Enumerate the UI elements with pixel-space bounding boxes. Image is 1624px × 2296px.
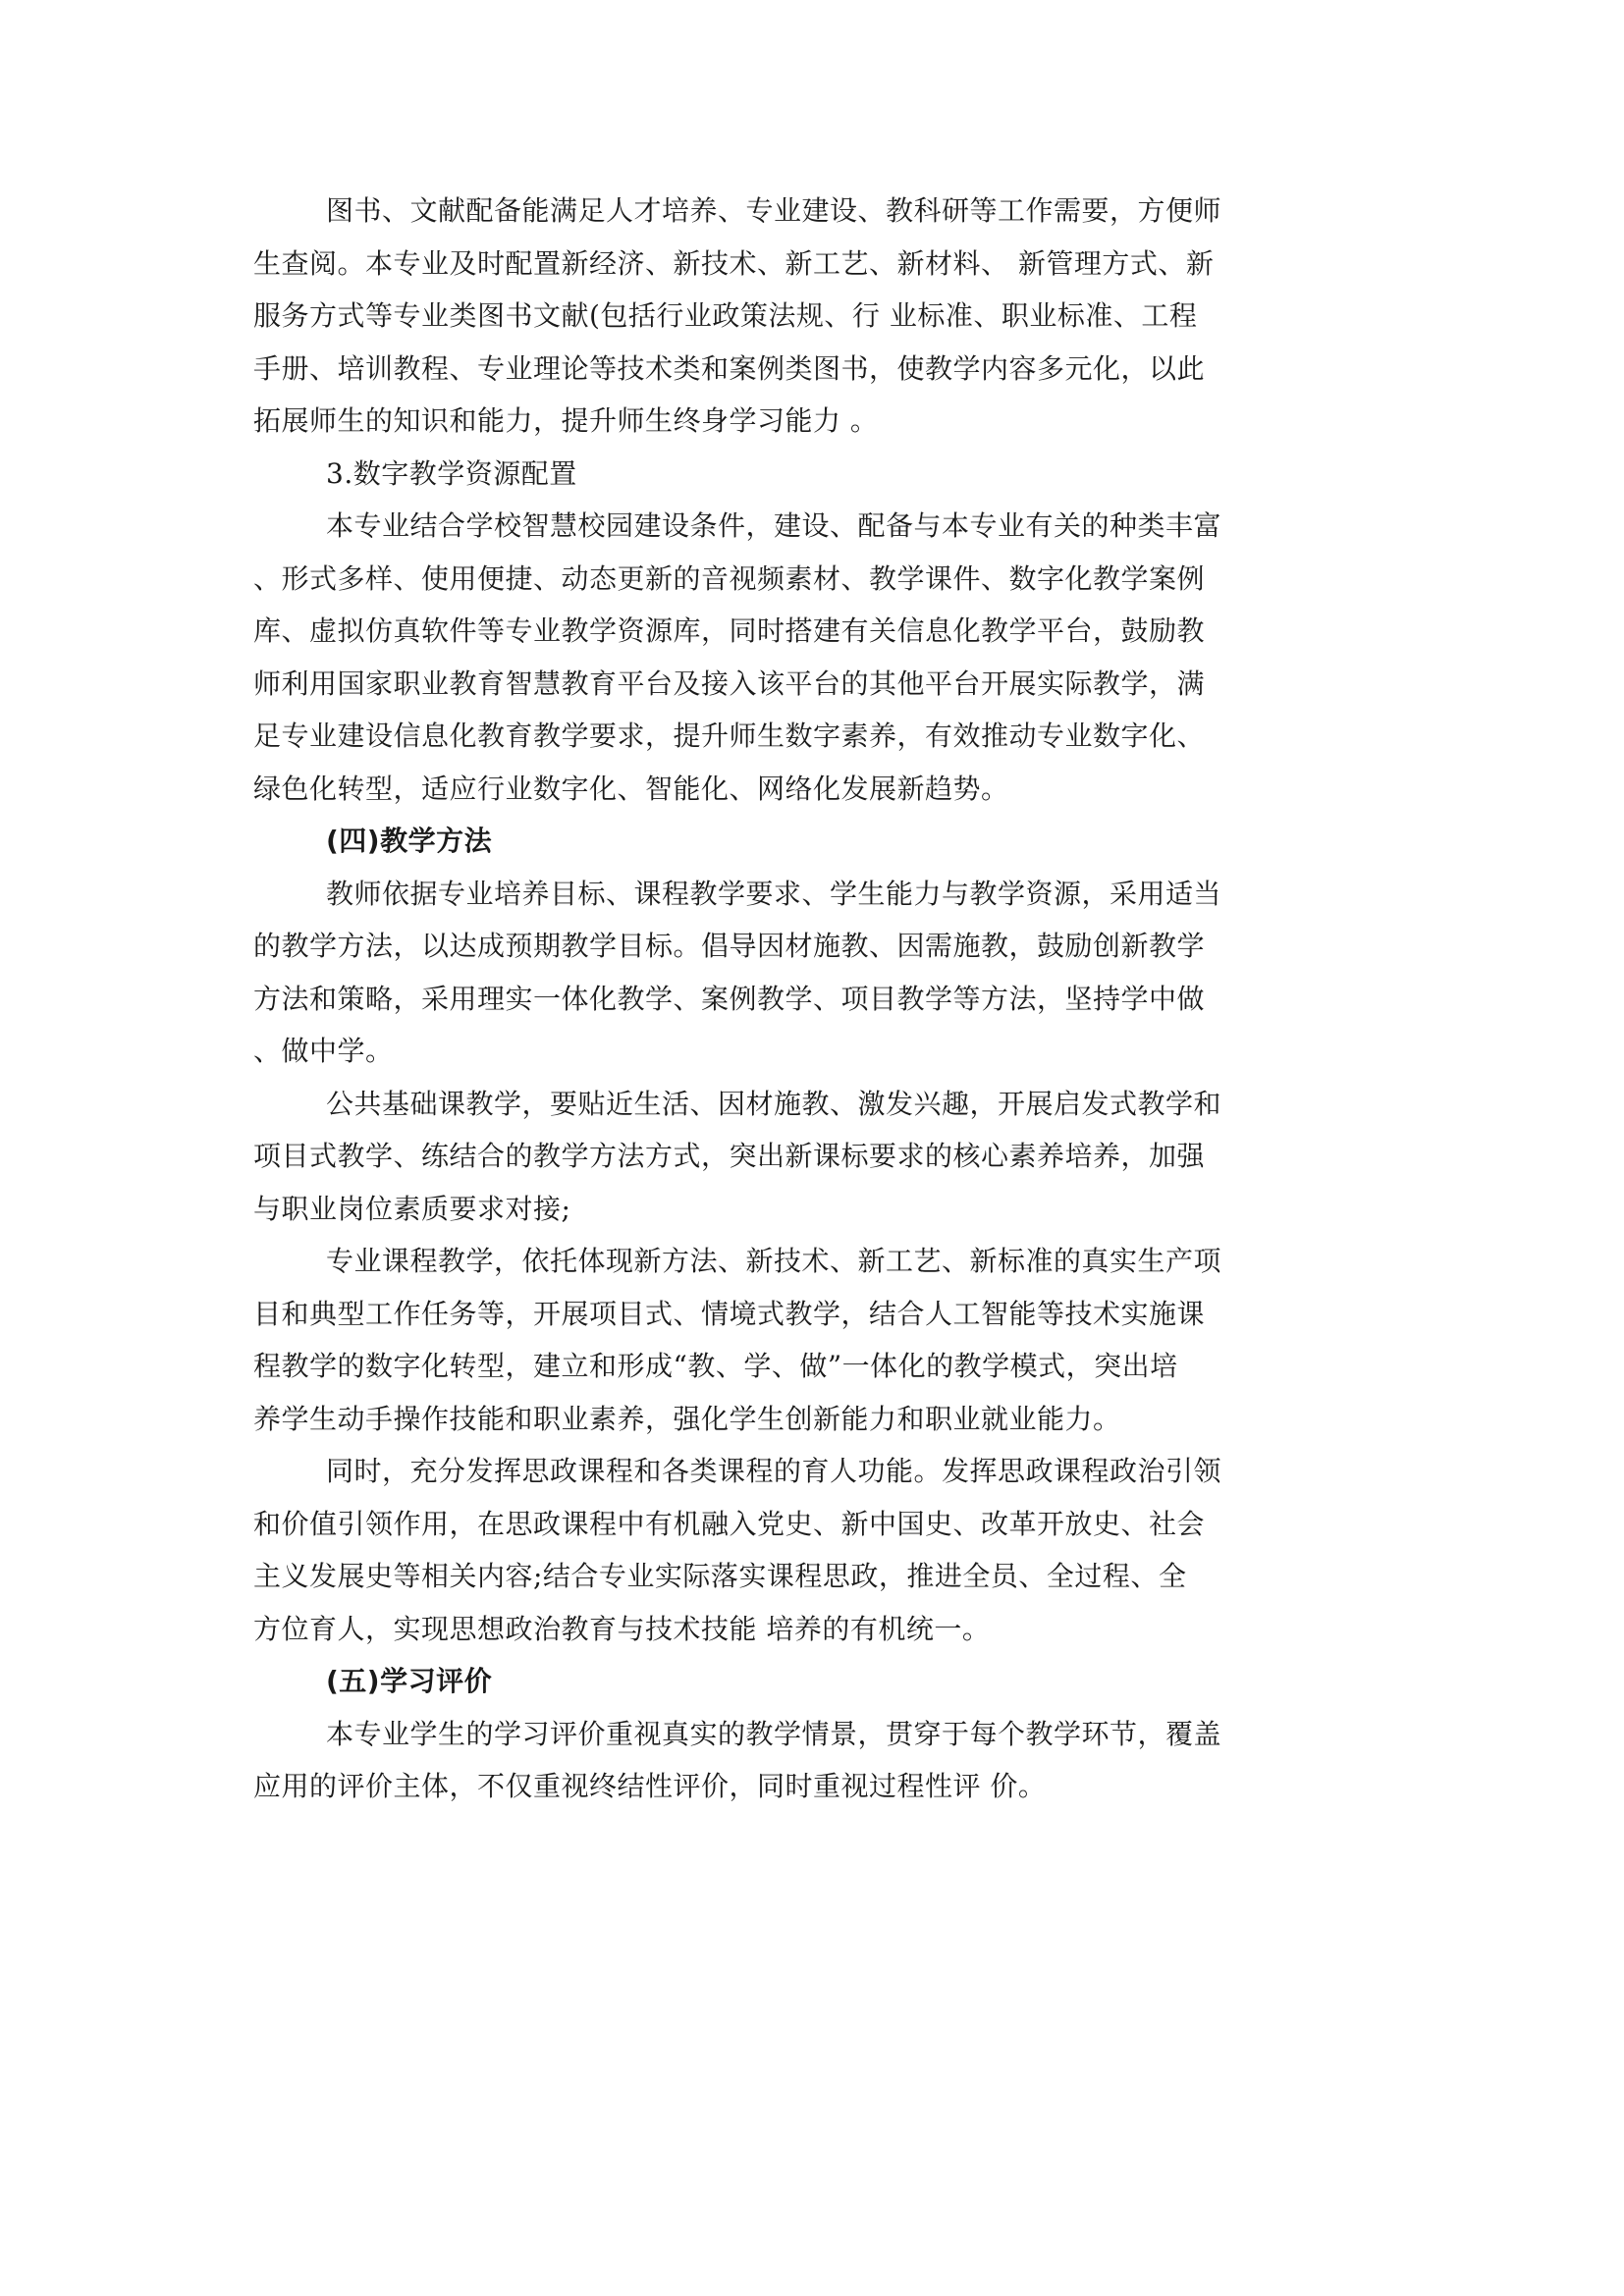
text-line: 3.数字教学资源配置 bbox=[326, 456, 577, 490]
text-line: 的教学方法，以达成预期教学目标。倡导因材施教、因需施教，鼓励创新教学 bbox=[253, 930, 1206, 962]
text-line: 项目式教学、练结合的教学方法方式，突出新课标要求的核心素养培养，加强 bbox=[253, 1140, 1206, 1172]
text-line: 、做中学。 bbox=[253, 1035, 394, 1067]
text-line: 专业课程教学，依托体现新方法、新技术、新工艺、新标准的真实生产项 bbox=[326, 1245, 1222, 1277]
text-line: 同时，充分发挥思政课程和各类课程的育人功能。发挥思政课程政治引领 bbox=[326, 1455, 1222, 1487]
text-line: 师利用国家职业教育智慧教育平台及接入该平台的其他平台开展实际教学，满 bbox=[253, 667, 1206, 700]
text-line: 生查阅。本专业及时配置新经济、新技术、新工艺、新材料、 新管理方式、新 bbox=[253, 246, 1215, 280]
text-line: 本专业结合学校智慧校园建设条件，建设、配备与本专业有关的种类丰富 bbox=[326, 509, 1222, 542]
text-line: 公共基础课教学，要贴近生活、因材施教、激发兴趣，开展启发式教学和 bbox=[326, 1087, 1222, 1120]
text-line: 方位育人，实现思想政治教育与技术技能 培养的有机统一。 bbox=[253, 1612, 991, 1645]
text-line: 足专业建设信息化教育教学要求，提升师生数字素养，有效推动专业数字化、 bbox=[253, 720, 1206, 752]
text-line: 本专业学生的学习评价重视真实的教学情景，贯穿于每个教学环节，覆盖 bbox=[326, 1717, 1222, 1750]
section-heading: (四)教学方法 bbox=[326, 825, 493, 857]
text-line: 养学生动手操作技能和职业素养，强化学生创新能力和职业就业能力。 bbox=[253, 1402, 1121, 1435]
document-body bbox=[253, 186, 1373, 1814]
section-heading: (五)学习评价 bbox=[326, 1665, 493, 1697]
text-line: 手册、培训教程、专业理论等技术类和案例类图书，使教学内容多元化，以此 bbox=[253, 351, 1206, 385]
text-line: 和价值引领作用，在思政课程中有机融入党史、新中国史、改革开放史、社会 bbox=[253, 1507, 1206, 1540]
text-line: 库、虚拟仿真软件等专业教学资源库，同时搭建有关信息化教学平台，鼓励教 bbox=[253, 614, 1206, 647]
text-line: 、形式多样、使用便捷、动态更新的音视频素材、教学课件、数字化教学案例 bbox=[253, 561, 1206, 595]
text-line: 拓展师生的知识和能力，提升师生终身学习能力 。 bbox=[253, 404, 879, 437]
text-line: 主义发展史等相关内容;结合专业实际落实课程思政，推进全员、全过程、全 bbox=[253, 1560, 1187, 1592]
text-line: 教师依据专业培养目标、课程教学要求、学生能力与教学资源，采用适当 bbox=[326, 877, 1222, 910]
text-line: 程教学的数字化转型，建立和形成“教、学、做”一体化的教学模式，突出培 bbox=[253, 1350, 1178, 1382]
text-line: 图书、文献配备能满足人才培养、专业建设、教科研等工作需要，方便师 bbox=[326, 194, 1222, 227]
text-line: 方法和策略，采用理实一体化教学、案例教学、项目教学等方法，坚持学中做 bbox=[253, 982, 1206, 1015]
text-line: 目和典型工作任务等，开展项目式、情境式教学，结合人工智能等技术实施课 bbox=[253, 1297, 1206, 1330]
text-line: 与职业岗位素质要求对接; bbox=[253, 1192, 571, 1225]
text-line: 应用的评价主体，不仅重视终结性评价，同时重视过程性评 价。 bbox=[253, 1770, 1047, 1802]
text-line: 绿色化转型，适应行业数字化、智能化、网络化发展新趋势。 bbox=[253, 772, 1009, 805]
text-line: 服务方式等专业类图书文献(包括行业政策法规、行 业标准、职业标准、工程 bbox=[253, 299, 1198, 332]
